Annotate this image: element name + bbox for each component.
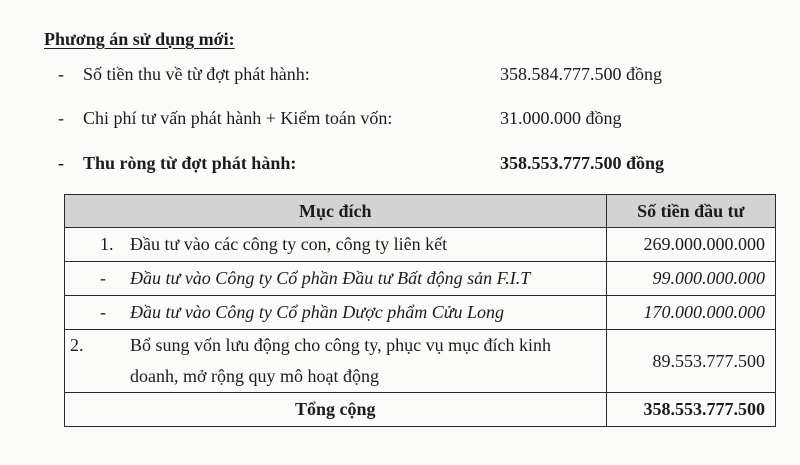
row-marker: - bbox=[100, 268, 106, 288]
summary-row-net bbox=[58, 151, 778, 175]
total-amount: 358.553.777.500 bbox=[606, 393, 775, 427]
summary-row-costs bbox=[58, 106, 778, 130]
summary-dash: - bbox=[58, 108, 64, 128]
amount-cell: 269.000.000.000 bbox=[606, 228, 775, 262]
table-header-row bbox=[65, 195, 776, 228]
purpose-text: Đầu tư vào các công ty con, công ty liên kết bbox=[130, 234, 448, 254]
header-purpose: Mục đích bbox=[65, 195, 607, 228]
purpose-cell bbox=[65, 296, 607, 330]
row-marker: - bbox=[100, 302, 106, 322]
summary-value: 31.000.000 đồng bbox=[500, 108, 622, 128]
purpose-cell bbox=[65, 228, 607, 262]
section-heading: Phương án sử dụng mới: bbox=[44, 29, 235, 49]
table-row bbox=[65, 262, 776, 296]
table-row bbox=[65, 228, 776, 262]
amount-cell: 170.000.000.000 bbox=[606, 296, 775, 330]
table-row bbox=[65, 330, 776, 393]
table-total-row bbox=[65, 393, 776, 427]
total-label: Tổng cộng bbox=[65, 393, 607, 427]
header-amount: Số tiền đầu tư bbox=[606, 195, 775, 228]
summary-value: 358.584.777.500 đồng bbox=[500, 64, 662, 84]
summary-label: Thu ròng từ đợt phát hành: bbox=[83, 153, 297, 173]
purpose-text: Bổ sung vốn lưu động cho công ty, phục vụ mục đích kinh doanh, mở rộng quy mô hoạt động bbox=[130, 335, 552, 386]
summary-value: 358.553.777.500 đồng bbox=[500, 153, 665, 173]
purpose-text: Đầu tư vào Công ty Cổ phần Dược phẩm Cửu Long bbox=[130, 302, 505, 322]
row-marker: 1. bbox=[100, 234, 114, 254]
summary-row-proceeds bbox=[58, 62, 778, 86]
purpose-text: Đầu tư vào Công ty Cổ phần Đầu tư Bất động sản F.I.T bbox=[130, 268, 531, 288]
summary-dash: - bbox=[58, 64, 64, 84]
summary-label: Số tiền thu về từ đợt phát hành: bbox=[83, 64, 310, 84]
table-row bbox=[65, 296, 776, 330]
purpose-cell bbox=[65, 330, 607, 393]
summary-dash: - bbox=[58, 153, 64, 173]
summary-label: Chi phí tư vấn phát hành + Kiểm toán vốn: bbox=[83, 108, 393, 128]
row-marker: 2. bbox=[70, 335, 84, 355]
amount-cell: 89.553.777.500 bbox=[606, 330, 775, 393]
fund-allocation-table bbox=[64, 194, 776, 427]
purpose-cell bbox=[65, 262, 607, 296]
purpose-wrap bbox=[70, 330, 596, 392]
amount-cell: 99.000.000.000 bbox=[606, 262, 775, 296]
